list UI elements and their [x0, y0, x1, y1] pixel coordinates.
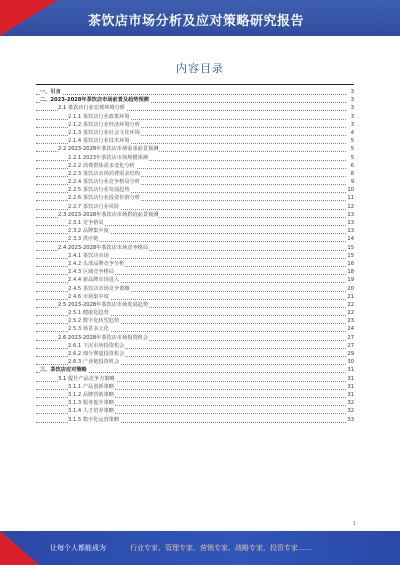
toc-entry-text: 2.3.1 竞争格局: [68, 220, 104, 226]
toc-entry-page: 27: [347, 334, 354, 341]
footer-tagline: 行业专家、管理专家、营销专家、战略专家、投资专家……: [130, 544, 312, 552]
toc-heading: 内容目录: [176, 62, 224, 75]
page-footer: [0, 531, 400, 565]
toc-entry[interactable]: [36, 235, 354, 243]
toc-entry-text: 2.2.3 茶饮店市场消费需求结构: [68, 170, 140, 177]
toc-entry-text: 二、2023-2028年茶饮店市场前景及趋势预测: [40, 97, 149, 104]
toc-entry-page: 3: [350, 121, 354, 128]
toc-entry-text: 2.2.2 消费群体需求变化分析: [68, 162, 135, 169]
toc-entry[interactable]: [36, 285, 354, 293]
toc-entry[interactable]: [36, 162, 354, 170]
toc-entry[interactable]: [36, 178, 354, 186]
toc-entry-text: 2.1.1 茶饮店行业政策环境: [68, 113, 130, 120]
toc-entry-text: 2.3.3 供应链: [68, 236, 99, 243]
toc-entry-page: 12: [347, 203, 354, 210]
toc-entry-page: 32: [347, 400, 354, 407]
toc-entry-text: 3.1.3 服务提升策略: [68, 400, 114, 407]
toc-entry-page: 21: [347, 293, 354, 300]
toc-entry-text: 2.4.4 新品牌市场进入: [68, 277, 120, 284]
toc-entry[interactable]: [36, 145, 354, 153]
toc-entry[interactable]: [36, 203, 354, 211]
toc-entry-page: 27: [347, 342, 354, 349]
toc-entry-text: 2.6.2 细分赛道投资机会: [68, 351, 125, 357]
toc-entry-text: 2.5 2023-2028年茶饮店市场发展趋势: [58, 301, 149, 308]
toc-entry[interactable]: [36, 358, 354, 366]
toc-entry-page: 22: [347, 301, 354, 308]
toc-entry[interactable]: [36, 342, 354, 350]
toc-entry[interactable]: [36, 350, 354, 358]
toc-entry-page: 33: [347, 416, 354, 423]
toc-divider: [36, 84, 354, 85]
toc-entry-text: 2.4 2023-2028年茶饮店市场竞争格局: [58, 244, 149, 251]
toc-entry-text: 一、引言: [40, 89, 61, 95]
toc-entry[interactable]: [36, 276, 354, 284]
footer-red-accent: [0, 531, 40, 565]
toc-entry[interactable]: [36, 88, 354, 96]
toc-entry-page: 31: [347, 383, 354, 390]
toc-entry-text: 2.1 茶饮店行业宏观环境分析: [58, 105, 125, 112]
page-header: [0, 0, 400, 36]
toc-entry-page: 15: [347, 252, 354, 259]
toc-entry-text: 2.1.3 茶饮店行业社会文化环境: [68, 129, 140, 136]
toc-entry-text: 2.4.5 茶饮店市场竞争策略: [68, 285, 130, 292]
toc-entry-page: 3: [350, 97, 354, 104]
toc-entry-text: 2.4.2 头部品牌竞争分析: [68, 260, 125, 267]
toc-entry[interactable]: [36, 416, 354, 424]
page-number: 1: [352, 521, 356, 527]
toc-entry[interactable]: [36, 309, 354, 317]
toc-entry[interactable]: [36, 366, 354, 374]
toc-entry-page: 19: [347, 277, 354, 284]
toc-entry-page: 8: [350, 170, 354, 177]
toc-entry[interactable]: [36, 186, 354, 194]
toc-entry-page: 15: [347, 244, 354, 251]
toc-entry[interactable]: [36, 375, 354, 383]
toc-entry[interactable]: [36, 137, 354, 145]
toc-entry[interactable]: [36, 301, 354, 309]
toc-entry-page: 5: [350, 138, 354, 145]
toc-entry[interactable]: [36, 129, 354, 137]
toc-entry-text: 2.2.7 茶饮店行业风险: [68, 203, 120, 210]
toc-entry-page: 13: [347, 220, 354, 226]
toc-entry[interactable]: [36, 325, 354, 333]
toc-entry-page: 10: [347, 187, 354, 194]
toc-entry-page: 32: [347, 408, 354, 415]
toc-entry-page: 3: [350, 113, 354, 120]
toc-entry-text: 2.5.1 健康化趋势: [68, 310, 109, 317]
toc-entry-text: 2.4.3 区域竞争格局: [68, 269, 114, 276]
toc-entry-page: 16: [347, 260, 354, 267]
table-of-contents: [36, 88, 354, 424]
toc-entry[interactable]: [36, 334, 354, 342]
toc-entry-page: 31: [347, 375, 354, 382]
toc-entry-page: 9: [350, 179, 354, 186]
report-title: 茶饮店市场分析及应对策略研究报告: [88, 14, 305, 29]
toc-entry-page: 23: [347, 318, 354, 325]
toc-entry-text: 2.2.5 茶饮店行业发展趋势: [68, 187, 130, 194]
toc-entry[interactable]: [36, 252, 354, 260]
toc-entry-page: 31: [347, 391, 354, 398]
toc-entry-page: 18: [347, 269, 354, 276]
toc-entry-text: 2.2.4 茶饮店行业竞争格局分析: [68, 179, 140, 186]
toc-entry-page: 5: [350, 146, 354, 153]
toc-entry-text: 三、茶饮店应对策略: [40, 367, 87, 374]
toc-entry[interactable]: [36, 383, 354, 391]
footer-slogan: 让每个人都能成为: [50, 544, 106, 552]
toc-entry-text: 3.1 提升产品竞争力策略: [58, 375, 115, 382]
toc-entry-page: 6: [350, 162, 354, 169]
toc-entry-text: 2.2 2023-2028年茶饮店市场需求前景预测: [58, 146, 159, 153]
toc-entry-text: 2.3 2023-2028年茶饮店市场供给前景预测: [58, 211, 159, 218]
toc-entry-text: 3.1.1 产品创新策略: [68, 383, 114, 390]
toc-entry-page: 14: [347, 236, 354, 243]
toc-entry[interactable]: [36, 113, 354, 121]
toc-entry[interactable]: [36, 399, 354, 407]
toc-entry-text: 3.1.5 数字化运营策略: [68, 416, 120, 423]
toc-entry[interactable]: [36, 244, 354, 252]
toc-entry[interactable]: [36, 104, 354, 112]
toc-entry[interactable]: [36, 96, 354, 104]
toc-entry[interactable]: [36, 317, 354, 325]
toc-entry-text: 2.2.1 2023年茶饮店市场规模预测: [68, 154, 148, 161]
toc-entry[interactable]: [36, 260, 354, 268]
toc-entry[interactable]: [36, 211, 354, 219]
toc-entry[interactable]: [36, 154, 354, 162]
toc-entry-page: 3: [350, 89, 354, 95]
toc-entry-text: 2.5.3 场景多元化: [68, 326, 109, 333]
toc-entry-page: 22: [347, 310, 354, 317]
toc-entry-text: 2.6 2023-2028年茶饮店市场投资机会: [58, 334, 149, 341]
toc-entry-text: 2.6.1 下沉市场投资机会: [68, 342, 125, 349]
toc-entry-text: 2.4.1 茶饮店市场: [68, 252, 109, 259]
toc-entry[interactable]: [36, 121, 354, 129]
toc-entry-page: 13: [347, 228, 354, 235]
toc-entry[interactable]: [36, 170, 354, 178]
toc-entry[interactable]: [36, 391, 354, 399]
toc-entry-text: 3.1.2 品牌营销策略: [68, 391, 114, 398]
toc-entry-page: 20: [347, 285, 354, 292]
toc-entry[interactable]: [36, 227, 354, 235]
toc-entry[interactable]: [36, 268, 354, 276]
toc-entry-text: 2.1.4 茶饮店行业技术环境: [68, 138, 130, 145]
toc-entry-page: 31: [347, 367, 354, 374]
toc-entry-text: 2.3.2 品牌集中度: [68, 228, 109, 235]
toc-entry[interactable]: [36, 407, 354, 415]
toc-entry-text: 2.2.6 茶饮店行业投资价值分析: [68, 195, 140, 202]
toc-entry[interactable]: [36, 219, 354, 227]
toc-entry-page: 3: [350, 105, 354, 112]
toc-entry-text: 2.6.3 产业链投资机会: [68, 359, 120, 366]
toc-entry-page: 4: [350, 129, 354, 136]
header-red-accent: [0, 0, 58, 36]
toc-entry-page: 13: [347, 211, 354, 218]
toc-leader-dots: [36, 88, 346, 95]
toc-entry-text: 2.4.6 市场集中度: [68, 293, 109, 300]
toc-entry[interactable]: [36, 194, 354, 202]
toc-entry-page: 30: [347, 359, 354, 366]
toc-entry-text: 2.5.2 数字化转型趋势: [68, 318, 120, 325]
toc-entry-page: 24: [347, 326, 354, 333]
toc-entry-text: 2.1.2 茶饮店行业经济环境分析: [68, 121, 140, 128]
toc-entry[interactable]: [36, 293, 354, 301]
toc-entry-page: 11: [347, 195, 354, 202]
toc-entry-text: 3.1.4 人才培养策略: [68, 408, 114, 415]
toc-entry-page: 29: [347, 351, 354, 357]
toc-entry-page: 5: [350, 154, 354, 161]
